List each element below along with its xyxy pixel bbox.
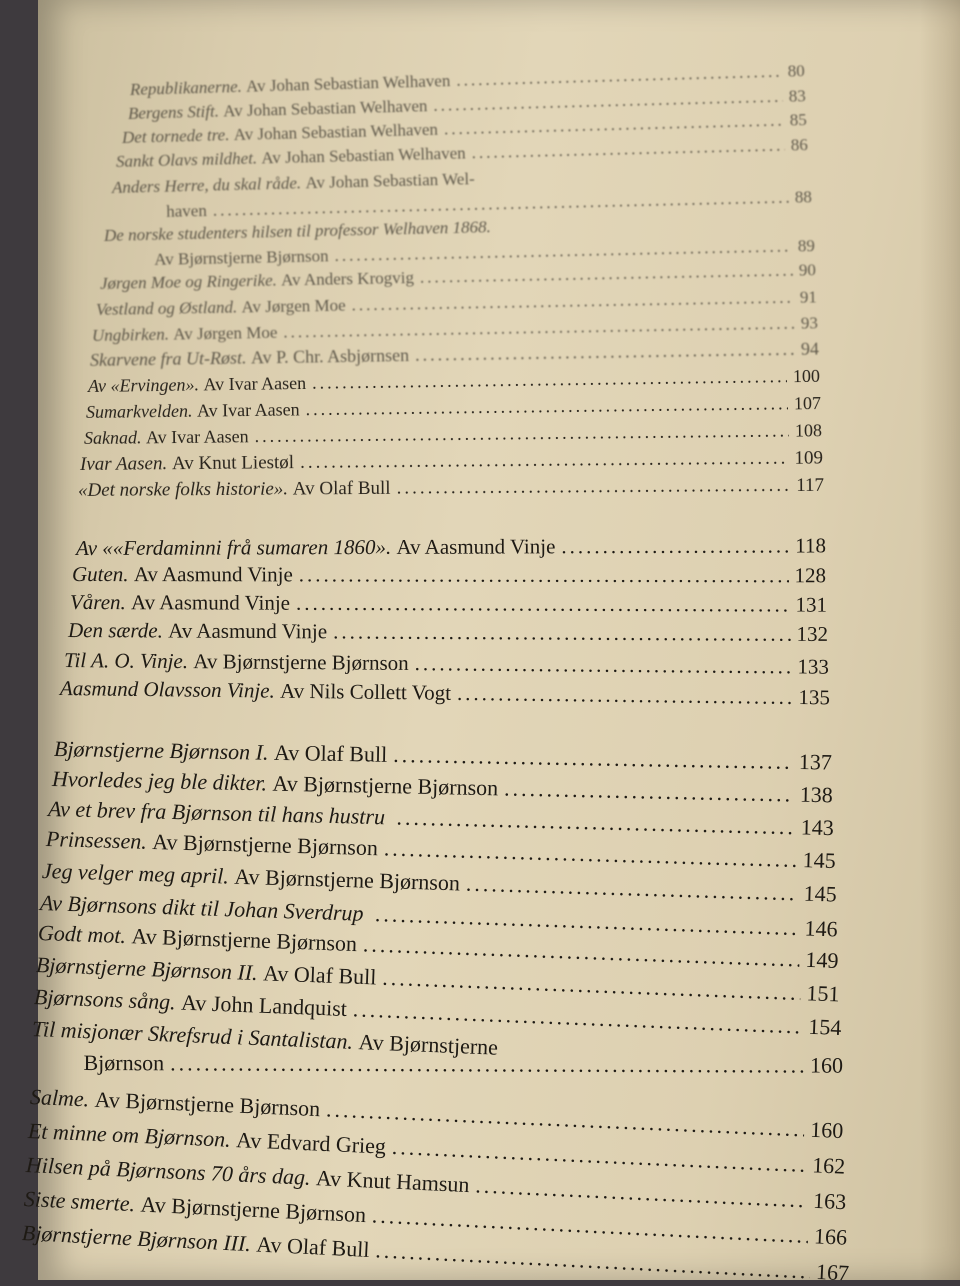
- entry-author: Av Bjørnstjerne Bjørnson: [131, 923, 358, 957]
- entry-page-number: 86: [790, 135, 809, 155]
- entry-author: Av Knut Liestøl: [171, 452, 295, 475]
- entry-title: Godt mot.: [37, 920, 127, 949]
- entry-title: Hilsen på Bjørnsons 70 års dag.: [25, 1152, 312, 1190]
- entry-title: Vestland og Østland.: [95, 297, 238, 319]
- entry-title: Bjørnsons sång.: [33, 984, 177, 1015]
- entry-page-number: 100: [792, 365, 821, 387]
- entry-title: Prinsessen.: [45, 826, 148, 854]
- entry-author: Av Knut Hamsun: [315, 1165, 471, 1198]
- entry-title: Bjørnstjerne Bjørnson I.: [53, 736, 269, 765]
- leader-dots: [504, 775, 794, 807]
- entry-author: Av Bjørnstjerne: [358, 1029, 499, 1060]
- leader-dots: [561, 534, 789, 560]
- entry-title: Ungbirken.: [91, 324, 170, 345]
- entry-author: Av Bjørnstjerne Bjørnson: [151, 828, 379, 861]
- entry-title: «Det norske folks historie».: [77, 478, 289, 501]
- entry-author: Av Aasmund Vinje: [168, 618, 328, 644]
- entry-page-number: 167: [815, 1258, 850, 1286]
- entry-page-number: 145: [803, 880, 838, 907]
- leader-dots: [170, 1050, 804, 1078]
- leader-dots: [296, 591, 790, 618]
- entry-page-number: 149: [805, 946, 839, 973]
- entry-page-number: 137: [798, 749, 833, 775]
- entry-title: Aasmund Olavsson Vinje.: [59, 676, 275, 703]
- entry-author: Av Olaf Bull: [262, 960, 377, 990]
- leader-dots: [384, 835, 798, 873]
- entry-page-number: 93: [800, 313, 819, 333]
- leader-dots: [283, 314, 795, 343]
- entry-title: Til A. O. Vinje.: [63, 648, 189, 674]
- entry-page-number: 163: [812, 1187, 847, 1215]
- entry-title: Sumarkvelden.: [85, 400, 193, 422]
- entry-title: Anders Herre, du skal råde.: [111, 173, 302, 197]
- leader-dots: [305, 393, 788, 420]
- entry-page-number: 117: [796, 474, 825, 496]
- entry-title: Et minne om Bjørnson.: [27, 1118, 232, 1152]
- entry-page-number: 94: [800, 338, 820, 359]
- entry-title: Guten.: [71, 562, 129, 587]
- entry-author: Av Aasmund Vinje: [131, 590, 291, 615]
- entry-title: Hvorledes jeg ble dikter.: [51, 766, 268, 796]
- entry-author: Av Aasmund Vinje: [396, 534, 556, 559]
- entry-author: Av P. Chr. Asbjørnsen: [250, 344, 410, 368]
- entry-page-number: 146: [804, 915, 838, 942]
- entry-author: Av Bjørnstjerne Bjørnson: [272, 770, 499, 801]
- leader-dots: [466, 871, 799, 907]
- entry-author: Av Bjørnstjerne Bjørnson: [140, 1191, 367, 1228]
- entry-page-number: 85: [789, 110, 808, 130]
- entry-page-number: 118: [795, 533, 827, 558]
- entry-page-number: 162: [811, 1152, 846, 1179]
- leader-dots: [351, 288, 794, 316]
- entry-page-number: 88: [794, 187, 813, 207]
- leader-dots: [415, 651, 792, 679]
- entry-author: Av Jørgen Moe: [241, 295, 346, 317]
- entry-author: Av Johan Sebastian Welhaven: [233, 119, 439, 145]
- entry-title: Det tornede tre.: [121, 125, 230, 147]
- entry-page-number: 143: [800, 814, 835, 841]
- entry-author: Av Johan Sebastian Welhaven: [261, 143, 466, 168]
- entry-page-number: 166: [813, 1223, 848, 1250]
- leader-dots: [333, 619, 791, 646]
- entry-author: Av Bjørnstjerne Bjørnson: [193, 649, 409, 676]
- entry-title: Av «Ervingen».: [87, 374, 200, 396]
- entry-title: Salme.: [29, 1084, 90, 1112]
- leader-dots: [420, 261, 793, 288]
- entry-author: Av Ivar Aasen: [196, 399, 300, 421]
- entry-author: Av Olaf Bull: [273, 739, 388, 767]
- entry-page-number: 160: [809, 1116, 844, 1144]
- entry-author: Av Aasmund Vinje: [133, 562, 293, 587]
- entry-author: Av Bjørnstjerne Bjørnson: [233, 863, 461, 896]
- entry-page-number: 128: [794, 563, 827, 588]
- entry-page-number: 107: [793, 393, 822, 414]
- entry-author: Av John Landquist: [180, 989, 348, 1022]
- entry-title: Den særde.: [67, 618, 163, 643]
- entry-author: Av Olaf Bull: [255, 1231, 371, 1262]
- entry-author: Av Ivar Aasen: [145, 426, 249, 448]
- entry-title: Bergens Stift.: [127, 101, 220, 123]
- entry-title: Republikanerne.: [129, 76, 243, 99]
- entry-page-number: 160: [809, 1052, 844, 1078]
- entry-page-number: 145: [802, 847, 837, 874]
- entry-author: Av Johan Sebastian Welhaven: [245, 71, 451, 96]
- leader-dots: [397, 475, 791, 500]
- entry-title: Jørgen Moe og Ringerike.: [99, 270, 278, 293]
- entry-title: Ivar Aasen.: [79, 453, 168, 475]
- entry-title: Sankt Olavs mildhet.: [115, 148, 258, 171]
- entry-author: Av Anders Krogvig: [280, 267, 415, 290]
- leader-dots: [396, 805, 795, 841]
- entry-page-number: 133: [797, 654, 830, 679]
- entry-page-number: 135: [798, 685, 831, 710]
- leader-dots: [300, 448, 789, 474]
- leader-dots: [475, 1172, 808, 1213]
- entry-author: Av Olaf Bull: [292, 477, 391, 500]
- entry-title: Jeg velger meg april.: [41, 858, 230, 889]
- leader-dots: [299, 562, 789, 588]
- entry-page-number: 109: [794, 447, 824, 469]
- entry-page-number: 91: [799, 287, 818, 307]
- leader-dots: [471, 136, 785, 164]
- entry-title: Saknad.: [83, 427, 142, 448]
- entry-page-number: 132: [796, 621, 829, 646]
- entry-title: Av Bjørnsons dikt til Johan Sverdrup: [39, 890, 364, 926]
- entry-title: Våren.: [69, 590, 126, 615]
- entry-page-number: 151: [806, 980, 840, 1007]
- entry-author: Av Edvard Grieg: [235, 1127, 387, 1159]
- entry-title: Av ««Ferdaminni frå sumaren 1860».: [75, 534, 392, 560]
- entry-author: Av Johan Sebastian Welhaven: [222, 96, 428, 121]
- entry-title: Bjørnstjerne Bjørnson III.: [21, 1220, 252, 1257]
- leader-dots: [393, 742, 793, 775]
- entry-author: Av Ivar Aasen: [203, 372, 307, 395]
- entry-author: haven: [166, 200, 208, 221]
- entry-title: Siste smerte.: [23, 1186, 136, 1217]
- entry-author: Av Johan Sebastian Wel-: [305, 169, 475, 193]
- entry-page-number: 80: [787, 61, 805, 81]
- entry-author: Av Bjørnstjerne Bjørnson: [154, 246, 329, 269]
- entry-page-number: 89: [797, 236, 816, 256]
- entry-author: Bjørnson: [83, 1050, 165, 1076]
- entry-author: Av Nils Collett Vogt: [279, 678, 452, 705]
- entry-title: Bjørnstjerne Bjørnson II.: [35, 952, 259, 986]
- leader-dots: [312, 366, 787, 394]
- leader-dots: [444, 111, 784, 140]
- entry-page-number: 138: [799, 781, 834, 808]
- entry-author: Av Jørgen Moe: [173, 322, 278, 344]
- leader-dots: [457, 681, 793, 710]
- entry-title: Til misjonær Skrefsrud i Santalistan.: [31, 1016, 354, 1054]
- entry-page-number: 90: [798, 260, 817, 280]
- entry-title: De norske studenters hilsen til professor Welhaven 1868.: [103, 217, 491, 245]
- entry-author: Av Bjørnstjerne Bjørnson: [94, 1086, 321, 1122]
- book-page: [21, 0, 960, 1286]
- entry-title: Skarvene fra Ut-Røst.: [89, 347, 247, 370]
- leader-dots: [456, 62, 782, 91]
- leader-dots: [255, 421, 790, 448]
- leader-dots: [415, 339, 795, 366]
- entry-page-number: 131: [795, 592, 828, 617]
- entry-page-number: 108: [794, 420, 823, 441]
- entry-page-number: 154: [807, 1013, 842, 1041]
- entry-page-number: 83: [788, 86, 807, 106]
- entry-title: Av et brev fra Bjørnson til hans hustru: [47, 796, 386, 830]
